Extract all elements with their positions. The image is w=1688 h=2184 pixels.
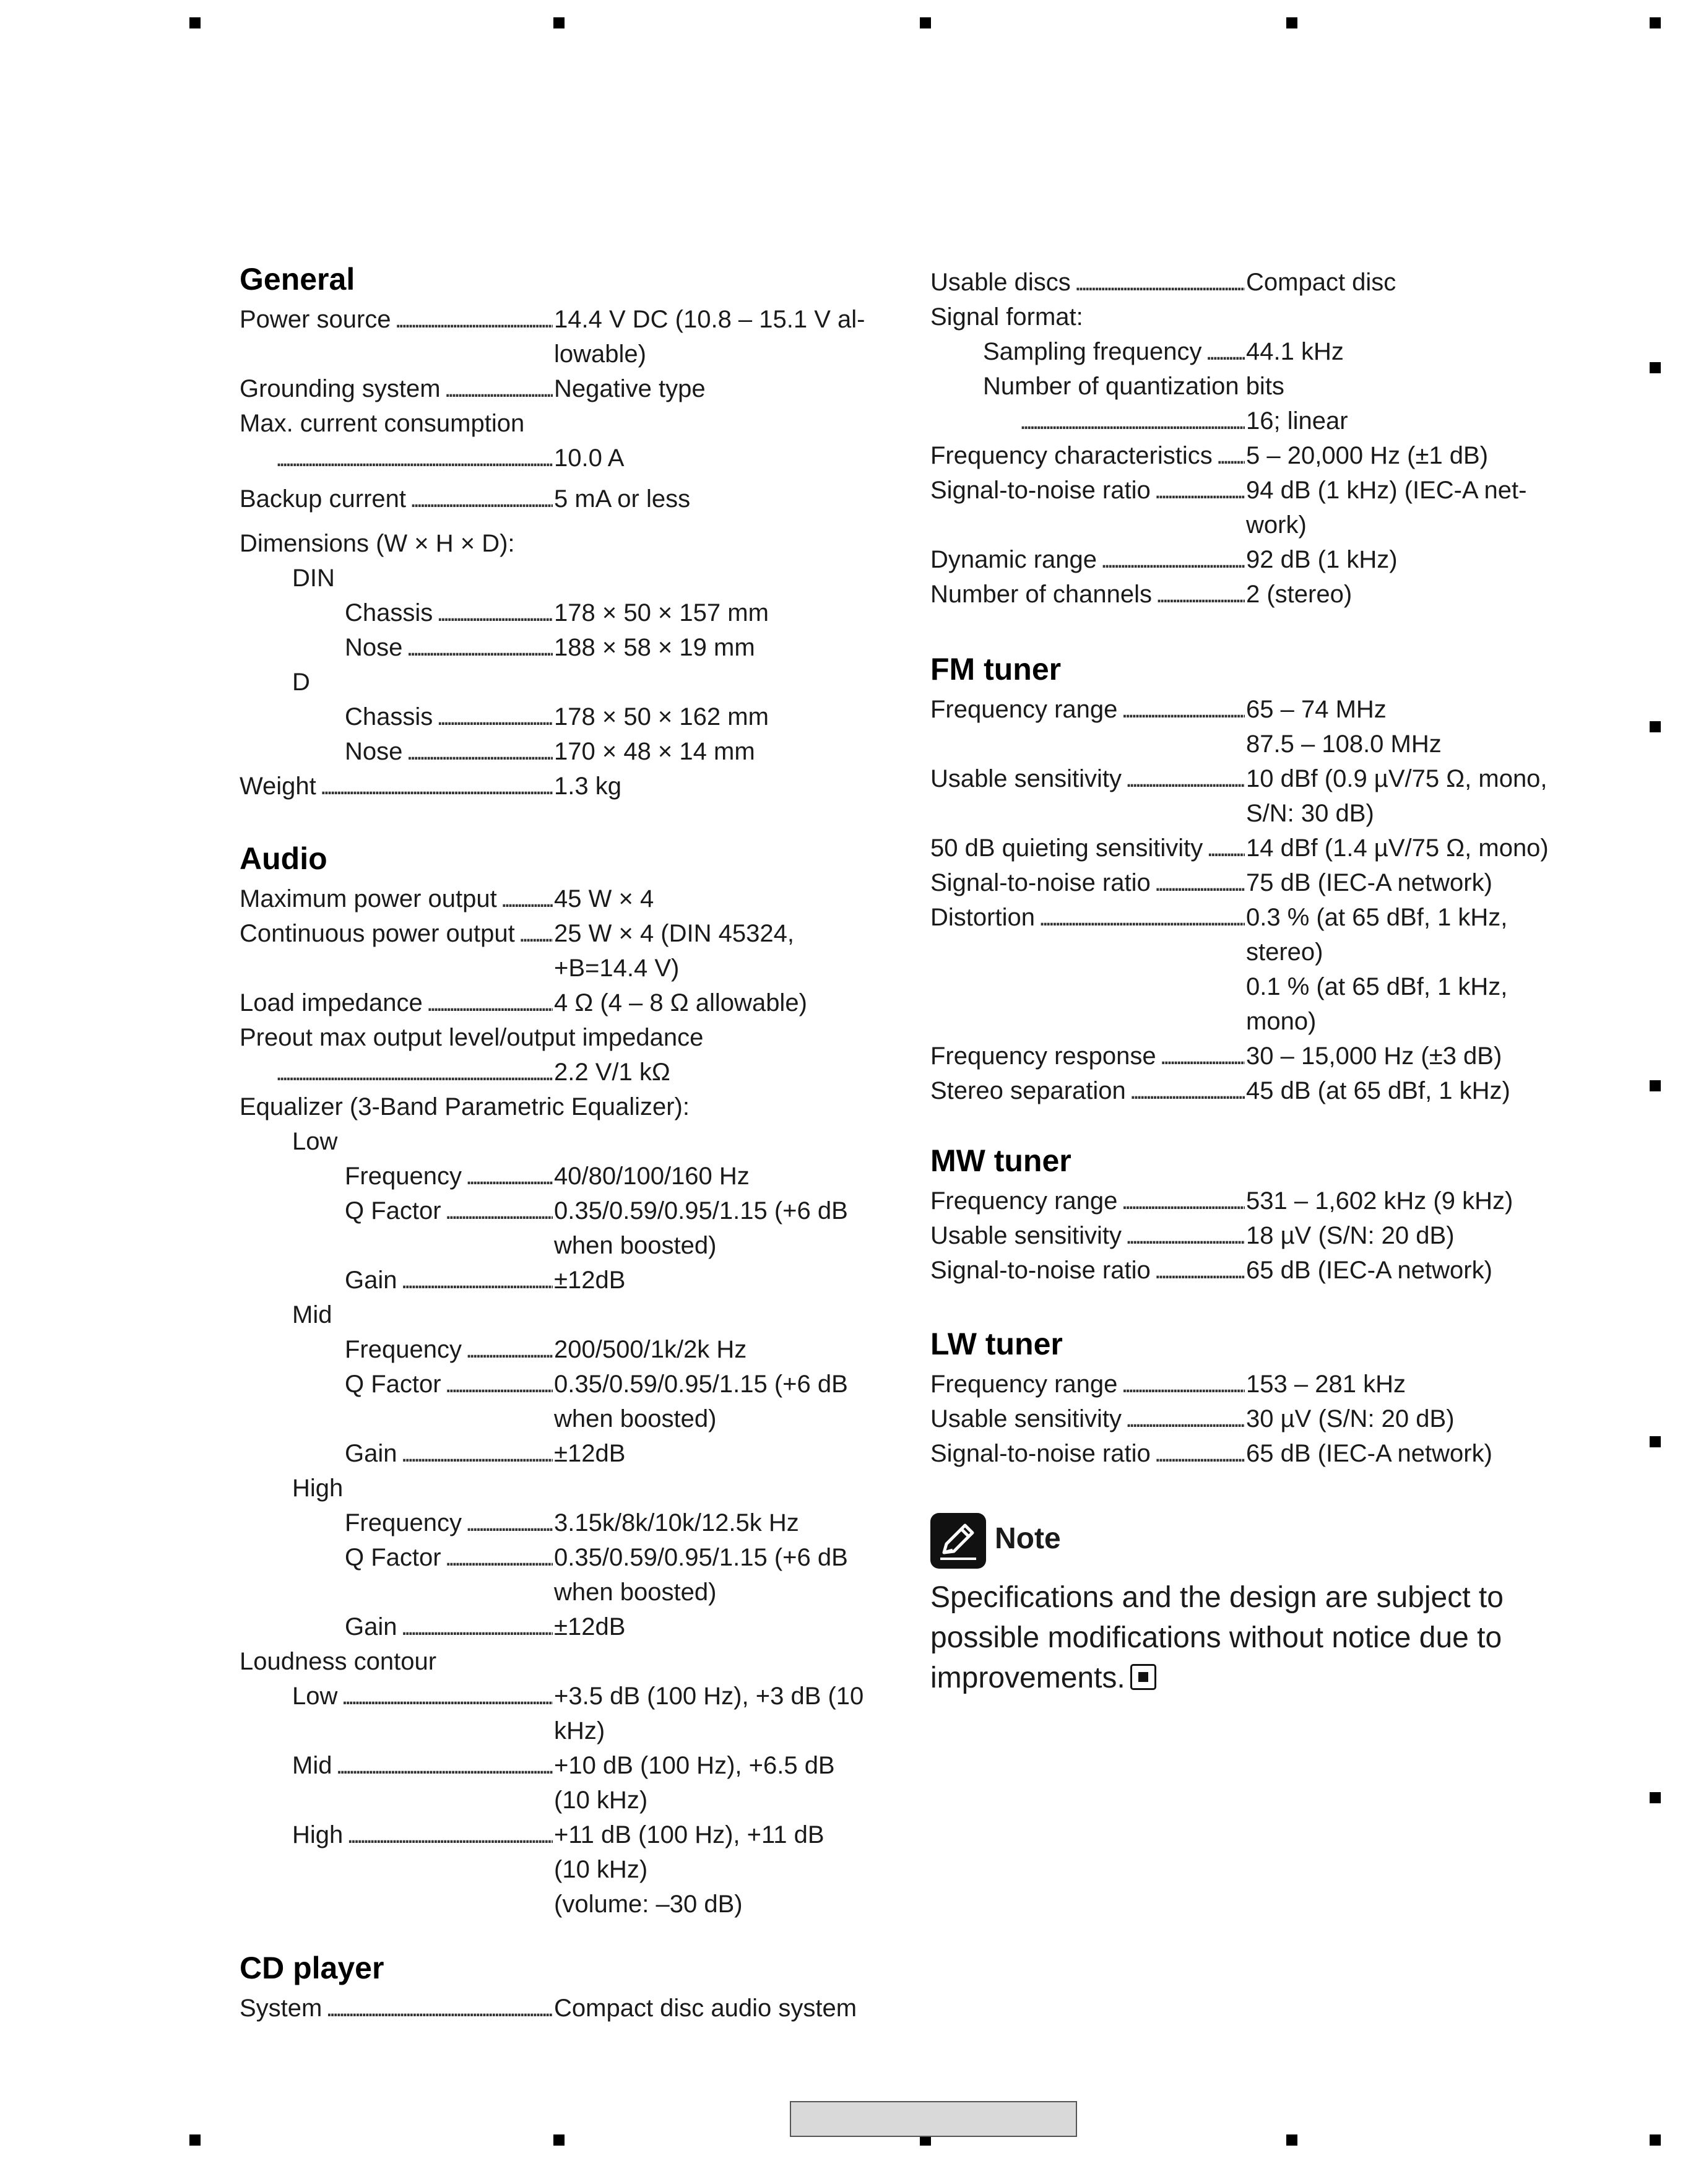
spec-value: 44.1 kHz <box>1246 338 1344 365</box>
spec-value: 0.1 % (at 65 dBf, 1 kHz, <box>1246 973 1508 1000</box>
section-heading-lw-tuner: LW tuner <box>930 1327 1063 1361</box>
spec-value: 65 dB (IEC-A network) <box>1246 1440 1492 1467</box>
spec-value: 200/500/1k/2k Hz <box>554 1336 747 1363</box>
spec-value: 1.3 kg <box>554 773 621 800</box>
spec-value: 25 W × 4 (DIN 45324, <box>554 920 794 947</box>
spec-value: (10 kHz) <box>554 1856 648 1883</box>
note-title: Note <box>995 1522 1061 1555</box>
spec-row-d-chassis: Chassis ..... <box>345 700 555 734</box>
page-number-box <box>790 2101 1077 2137</box>
spec-value: 531 – 1,602 kHz (9 kHz) <box>1246 1187 1513 1215</box>
registration-mark <box>1286 17 1297 28</box>
spec-value: +11 dB (100 Hz), +11 dB <box>554 1821 825 1848</box>
registration-mark <box>1650 1792 1661 1803</box>
spec-value: 65 – 74 MHz <box>1246 696 1387 723</box>
registration-mark <box>1650 362 1661 373</box>
registration-mark <box>1650 1436 1661 1447</box>
spec-row-din-nose: Nose ..... <box>345 630 555 665</box>
spec-value: 5 mA or less <box>554 485 691 513</box>
spec-row-mw-sens: Usable sensitivity ..... <box>930 1218 1247 1253</box>
spec-row-channels: Number of channels ..... <box>930 577 1247 612</box>
spec-label: Power source <box>240 306 391 333</box>
spec-label: Weight <box>240 773 316 800</box>
spec-value: 5 – 20,000 Hz (±1 dB) <box>1246 442 1489 469</box>
spec-value: 45 dB (at 65 dBf, 1 kHz) <box>1246 1077 1510 1104</box>
spec-value: +10 dB (100 Hz), +6.5 dB <box>554 1752 835 1779</box>
spec-label: Loudness contour <box>240 1648 437 1675</box>
spec-row-fm-sens: Usable sensitivity ..... <box>930 761 1247 796</box>
spec-row-loud-high: High ..... <box>292 1818 555 1852</box>
spec-value: 178 × 50 × 157 mm <box>554 599 769 626</box>
spec-value: 14 dBf (1.4 µV/75 Ω, mono) <box>1246 834 1549 862</box>
note-text: Specifications and the design are subject to possible modifications without notice due to improvements. <box>930 1581 1504 1694</box>
spec-row-sampling: Sampling frequency ..... <box>983 334 1247 369</box>
spec-row-freq-char: Frequency characteristics ..... <box>930 438 1247 473</box>
spec-row-usable-discs: Usable discs ..... <box>930 265 1247 300</box>
spec-value: 170 × 48 × 14 mm <box>554 738 755 765</box>
spec-row-d-nose: Nose ..... <box>345 734 555 769</box>
spec-label: Signal format: <box>930 303 1083 331</box>
registration-mark <box>920 17 931 28</box>
spec-value: 2.2 V/1 kΩ <box>554 1059 670 1086</box>
section-heading-general: General <box>240 262 355 297</box>
spec-row-eq-mid-q: Q Factor ..... <box>345 1367 555 1402</box>
registration-mark <box>1650 2134 1661 2146</box>
spec-value: 92 dB (1 kHz) <box>1246 546 1398 573</box>
spec-sublabel: Mid <box>292 1301 332 1328</box>
spec-row-din-chassis: Chassis ..... <box>345 596 555 630</box>
spec-row-quant <box>1016 404 1247 438</box>
spec-row-load: Load impedance ..... <box>240 986 555 1020</box>
spec-value: (10 kHz) <box>554 1787 648 1814</box>
spec-value: when boosted) <box>554 1232 717 1259</box>
spec-row-lw-snr: Signal-to-noise ratio ..... <box>930 1436 1247 1471</box>
section-heading-audio: Audio <box>240 841 327 876</box>
registration-mark <box>553 2134 565 2146</box>
section-heading-cd-player: CD player <box>240 1951 384 1985</box>
spec-row-preout <box>272 1055 555 1090</box>
spec-row-fm-snr: Signal-to-noise ratio ..... <box>930 865 1247 900</box>
spec-label: Equalizer (3-Band Parametric Equalizer): <box>240 1093 690 1120</box>
spec-value: when boosted) <box>554 1579 717 1606</box>
spec-value: 30 – 15,000 Hz (±3 dB) <box>1246 1042 1502 1070</box>
spec-label: Max. current consumption <box>240 410 525 437</box>
spec-row-dynamic: Dynamic range ..... <box>930 542 1247 577</box>
spec-value: 188 × 58 × 19 mm <box>554 634 755 661</box>
spec-value: 10 dBf (0.9 µV/75 Ω, mono, <box>1246 765 1547 792</box>
spec-value: 45 W × 4 <box>554 885 654 912</box>
spec-row-cont-power: Continuous power output ..... <box>240 916 555 951</box>
spec-value: ±12dB <box>554 1267 626 1294</box>
spec-row-mw-freq: Frequency range ..... <box>930 1184 1247 1218</box>
spec-value: 178 × 50 × 162 mm <box>554 703 769 730</box>
spec-row-eq-low-gain: Gain ..... <box>345 1263 555 1298</box>
spec-value: 0.35/0.59/0.95/1.15 (+6 dB <box>554 1544 848 1571</box>
spec-value: 94 dB (1 kHz) (IEC-A net- <box>1246 477 1527 504</box>
spec-row-weight <box>240 769 555 804</box>
spec-row-max-current <box>272 441 555 475</box>
spec-row-eq-low-q: Q Factor ..... <box>345 1194 555 1228</box>
spec-row-eq-high-q: Q Factor ..... <box>345 1540 555 1575</box>
spec-sublabel: D <box>292 669 310 696</box>
spec-row-eq-high-gain: Gain ..... <box>345 1610 555 1644</box>
spec-value: 10.0 A <box>554 444 625 472</box>
spec-value: kHz) <box>554 1717 605 1744</box>
spec-row-power-source <box>240 302 555 337</box>
spec-value: 4 Ω (4 – 8 Ω allowable) <box>554 989 807 1016</box>
spec-value: ±12dB <box>554 1440 626 1467</box>
spec-value: Compact disc audio system <box>554 1995 857 2022</box>
spec-value: when boosted) <box>554 1405 717 1432</box>
spec-row-system: System ..... <box>240 1991 555 2026</box>
spec-value: 16; linear <box>1246 407 1348 435</box>
spec-value: work) <box>1246 511 1307 539</box>
spec-label: Preout max output level/output impedance <box>240 1024 704 1051</box>
spec-value: mono) <box>1246 1008 1317 1035</box>
spec-value: 65 dB (IEC-A network) <box>1246 1257 1492 1284</box>
spec-value: 0.35/0.59/0.95/1.15 (+6 dB <box>554 1197 848 1224</box>
pencil-note-icon <box>930 1513 986 1569</box>
spec-value: 0.35/0.59/0.95/1.15 (+6 dB <box>554 1371 848 1398</box>
spec-row-mw-snr: Signal-to-noise ratio ..... <box>930 1253 1247 1288</box>
spec-value: 75 dB (IEC-A network) <box>1246 869 1492 896</box>
spec-row-eq-high-freq: Frequency ..... <box>345 1506 555 1540</box>
spec-value: 18 µV (S/N: 20 dB) <box>1246 1222 1455 1249</box>
spec-row-lw-sens: Usable sensitivity ..... <box>930 1402 1247 1436</box>
spec-label: Number of quantization bits <box>983 373 1284 400</box>
spec-row-grounding <box>240 371 555 406</box>
spec-row-eq-low-freq: Frequency ..... <box>345 1159 555 1194</box>
spec-label: Grounding system <box>240 375 441 402</box>
registration-mark <box>189 17 201 28</box>
spec-row-fm-freq-resp: Frequency response ..... <box>930 1039 1247 1073</box>
spec-value: Negative type <box>554 375 706 402</box>
spec-row-fm-stereo-sep: Stereo separation ..... <box>930 1073 1247 1108</box>
spec-value: 153 – 281 kHz <box>1246 1371 1406 1398</box>
spec-label: Dimensions (W × H × D): <box>240 530 515 557</box>
registration-mark <box>189 2134 201 2146</box>
registration-mark <box>1286 2134 1297 2146</box>
spec-row-snr-cd: Signal-to-noise ratio ..... <box>930 473 1247 508</box>
spec-value: Compact disc <box>1246 269 1396 296</box>
spec-sublabel: Low <box>292 1128 338 1155</box>
registration-mark <box>553 17 565 28</box>
spec-value: 87.5 – 108.0 MHz <box>1246 730 1442 758</box>
spec-row-backup <box>240 482 555 516</box>
section-heading-fm-tuner: FM tuner <box>930 652 1062 687</box>
spec-sublabel: High <box>292 1475 344 1502</box>
spec-sublabel: DIN <box>292 565 335 592</box>
spec-value: 2 (stereo) <box>1246 581 1353 608</box>
section-heading-mw-tuner: MW tuner <box>930 1143 1071 1178</box>
spec-value: +B=14.4 V) <box>554 955 680 982</box>
spec-value: 14.4 V DC (10.8 – 15.1 V al- <box>554 306 865 333</box>
spec-row-fm-quieting: 50 dB quieting sensitivity ..... <box>930 831 1247 865</box>
registration-mark <box>1650 17 1661 28</box>
spec-row-lw-freq: Frequency range ..... <box>930 1367 1247 1402</box>
spec-row-eq-mid-freq: Frequency ..... <box>345 1332 555 1367</box>
spec-label: Backup current <box>240 485 407 513</box>
registration-mark <box>1650 1080 1661 1091</box>
registration-mark <box>1650 721 1661 732</box>
spec-value: ±12dB <box>554 1613 626 1640</box>
spec-row-loud-mid: Mid ..... <box>292 1748 555 1783</box>
spec-row-eq-mid-gain: Gain ..... <box>345 1436 555 1471</box>
spec-value: +3.5 dB (100 Hz), +3 dB (10 <box>554 1683 864 1710</box>
spec-row-max-power: Maximum power output ..... <box>240 882 555 916</box>
spec-value: stereo) <box>1246 938 1323 966</box>
spec-value: (volume: –30 dB) <box>554 1891 743 1918</box>
spec-value: 30 µV (S/N: 20 dB) <box>1246 1405 1455 1432</box>
spec-row-fm-freq: Frequency range ..... <box>930 692 1247 727</box>
spec-row-loud-low: Low ..... <box>292 1679 555 1714</box>
spec-row-fm-distortion: Distortion ..... <box>930 900 1247 935</box>
end-mark-icon <box>1130 1664 1156 1690</box>
spec-value: 40/80/100/160 Hz <box>554 1163 750 1190</box>
spec-value: 0.3 % (at 65 dBf, 1 kHz, <box>1246 904 1508 931</box>
spec-value: lowable) <box>554 340 646 368</box>
spec-value: 3.15k/8k/10k/12.5k Hz <box>554 1509 799 1536</box>
spec-value: S/N: 30 dB) <box>1246 800 1374 827</box>
